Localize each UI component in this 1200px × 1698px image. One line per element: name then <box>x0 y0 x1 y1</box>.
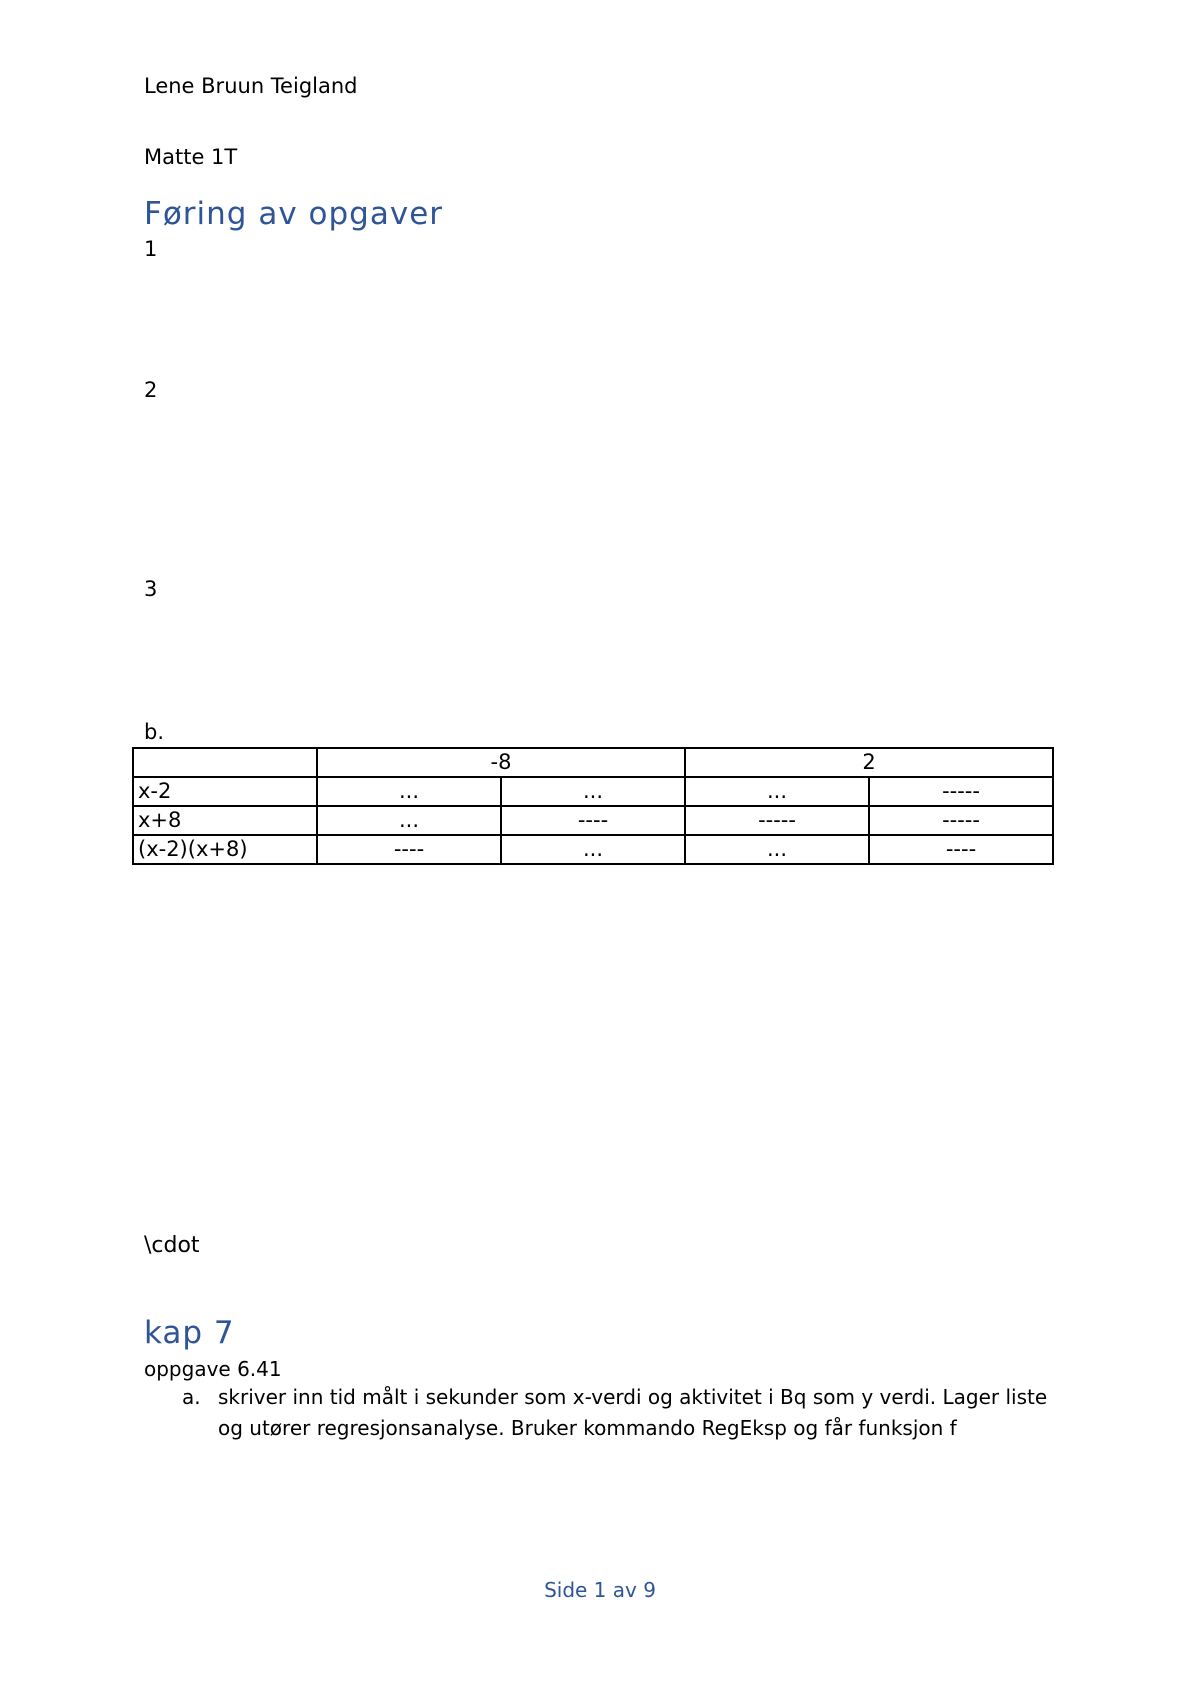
sign-table-row-label: x+8 <box>133 806 317 835</box>
item-number-1: 1 <box>144 237 158 261</box>
sign-table-zero-point: -8 <box>317 748 685 777</box>
task-list <box>144 1382 1064 1444</box>
sign-table-header-row <box>133 748 1053 777</box>
sign-table-cell: ... <box>317 777 501 806</box>
sign-table-cell: ... <box>685 777 869 806</box>
page-footer: Side 1 av 9 <box>544 1578 656 1602</box>
sign-table-cell: ----- <box>685 806 869 835</box>
sign-table-row <box>133 835 1053 864</box>
sign-table-row-label: (x-2)(x+8) <box>133 835 317 864</box>
sign-table-cell: ... <box>685 835 869 864</box>
sign-table <box>132 747 1054 865</box>
sign-table-cell: ----- <box>869 777 1053 806</box>
sign-table-cell: ----- <box>869 806 1053 835</box>
author-name: Lene Bruun Teigland <box>144 74 358 98</box>
cdot-text: \cdot <box>144 1233 200 1258</box>
sign-table-row <box>133 777 1053 806</box>
list-item-text: skriver inn tid målt i sekunder som x-verdi og aktivitet i Bq som y verdi. Lager liste og utører regresjonsanalyse. Bruker kommando RegEksp og får funksjon f <box>218 1385 1048 1440</box>
sign-table-cell: ---- <box>869 835 1053 864</box>
sign-table-row <box>133 806 1053 835</box>
list-marker: a. <box>182 1385 201 1409</box>
sign-table-zero-point: 2 <box>685 748 1053 777</box>
sign-table-cell: ---- <box>317 835 501 864</box>
sign-table-cell: ---- <box>501 806 685 835</box>
section-heading-foring: Føring av opgaver <box>144 196 444 232</box>
sub-label-b: b. <box>144 720 165 744</box>
sign-table-cell: ... <box>317 806 501 835</box>
sign-table-cell: ... <box>501 777 685 806</box>
task-title: oppgave 6.41 <box>144 1357 282 1381</box>
item-number-3: 3 <box>144 577 158 601</box>
sign-table-cell: ... <box>501 835 685 864</box>
sign-table-corner-cell <box>133 748 317 777</box>
list-item <box>144 1382 1064 1444</box>
sign-table-row-label: x-2 <box>133 777 317 806</box>
item-number-2: 2 <box>144 378 158 402</box>
course-name: Matte 1T <box>144 145 238 169</box>
section-heading-kap7: kap 7 <box>144 1315 235 1351</box>
